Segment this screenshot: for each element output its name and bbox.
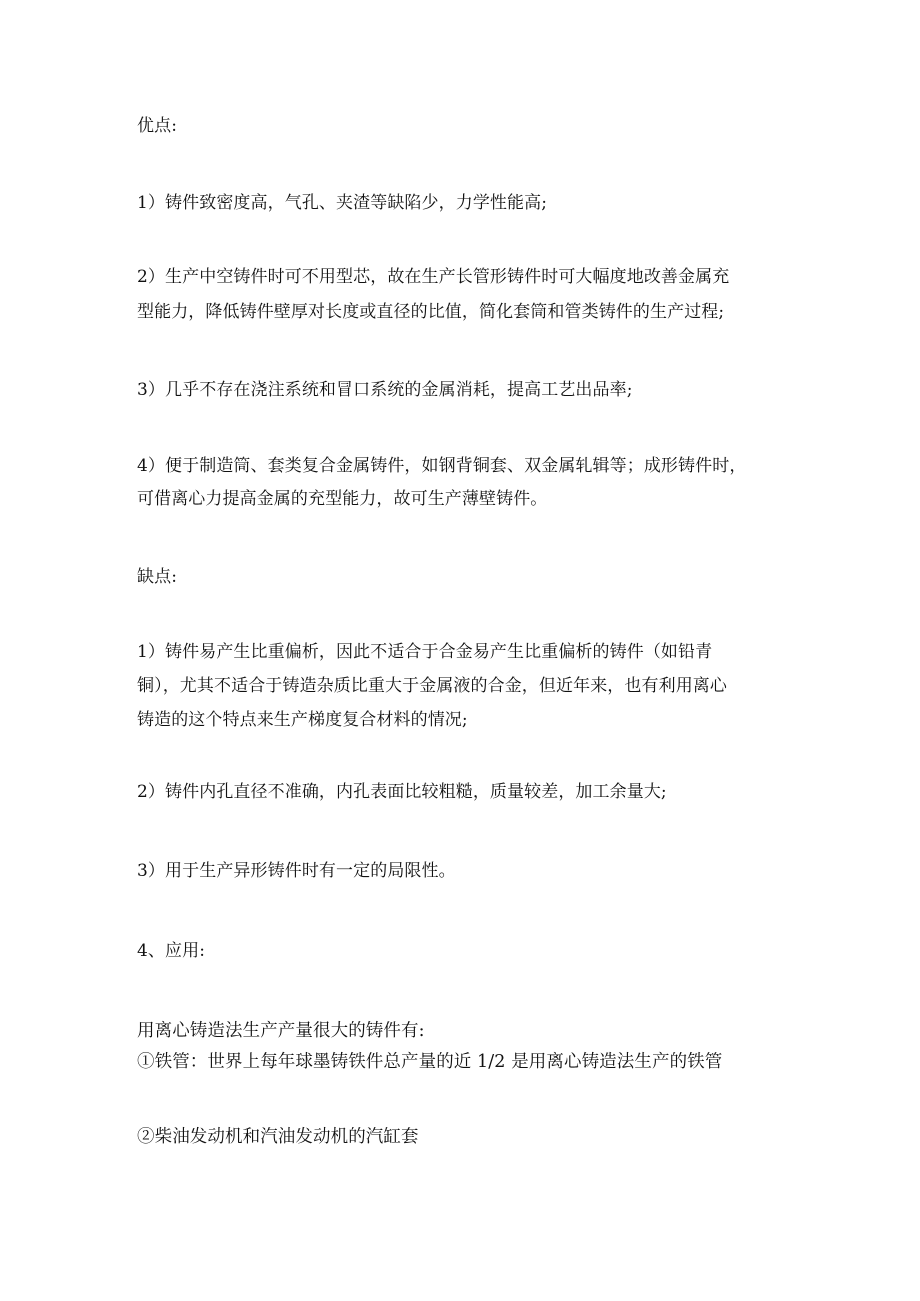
application-heading: 4、应用: <box>137 941 206 961</box>
advantage-item-1-line-1: 1）铸件致密度高，气孔、夹渣等缺陷少，力学性能高; <box>137 193 548 213</box>
disadvantage-item-1-line-3: 铸造的这个特点来生产梯度复合材料的情况; <box>137 710 468 730</box>
disadvantage-item-3-line-1: 3）用于生产异形铸件时有一定的局限性。 <box>137 861 456 881</box>
advantages-heading: 优点: <box>137 116 178 136</box>
advantage-item-2-line-1: 2）生产中空铸件时可不用型芯，故在生产长管形铸件时可大幅度地改善金属充 <box>137 267 730 287</box>
disadvantage-item-1-line-1: 1）铸件易产生比重偏析，因此不适合于合金易产生比重偏析的铸件（如铅青 <box>137 642 713 662</box>
application-item-1: ①铁管：世界上每年球墨铸铁件总产量的近 1/2 是用离心铸造法生产的铁管 <box>137 1052 723 1072</box>
disadvantages-heading: 缺点: <box>137 567 178 587</box>
disadvantage-item-1-line-2: 铜），尤其不适合于铸造杂质比重大于金属液的合金，但近年来，也有利用离心 <box>137 676 727 696</box>
advantage-item-4-line-1: 4）便于制造筒、套类复合金属铸件，如钢背铜套、双金属轧辑等；成形铸件时， <box>137 456 747 476</box>
advantage-item-4-line-2: 可借离心力提高金属的充型能力，故可生产薄壁铸件。 <box>137 489 548 509</box>
advantage-item-3-line-1: 3）几乎不存在浇注系统和冒口系统的金属消耗，提高工艺出品率; <box>137 380 633 400</box>
application-item-2: ②柴油发动机和汽油发动机的汽缸套 <box>137 1127 419 1147</box>
application-intro: 用离心铸造法生产产量很大的铸件有: <box>137 1021 425 1041</box>
advantage-item-2-line-2: 型能力，降低铸件壁厚对长度或直径的比值，简化套筒和管类铸件的生产过程; <box>137 302 725 322</box>
disadvantage-item-2-line-1: 2）铸件内孔直径不准确，内孔表面比较粗糙，质量较差，加工余量大; <box>137 782 667 802</box>
